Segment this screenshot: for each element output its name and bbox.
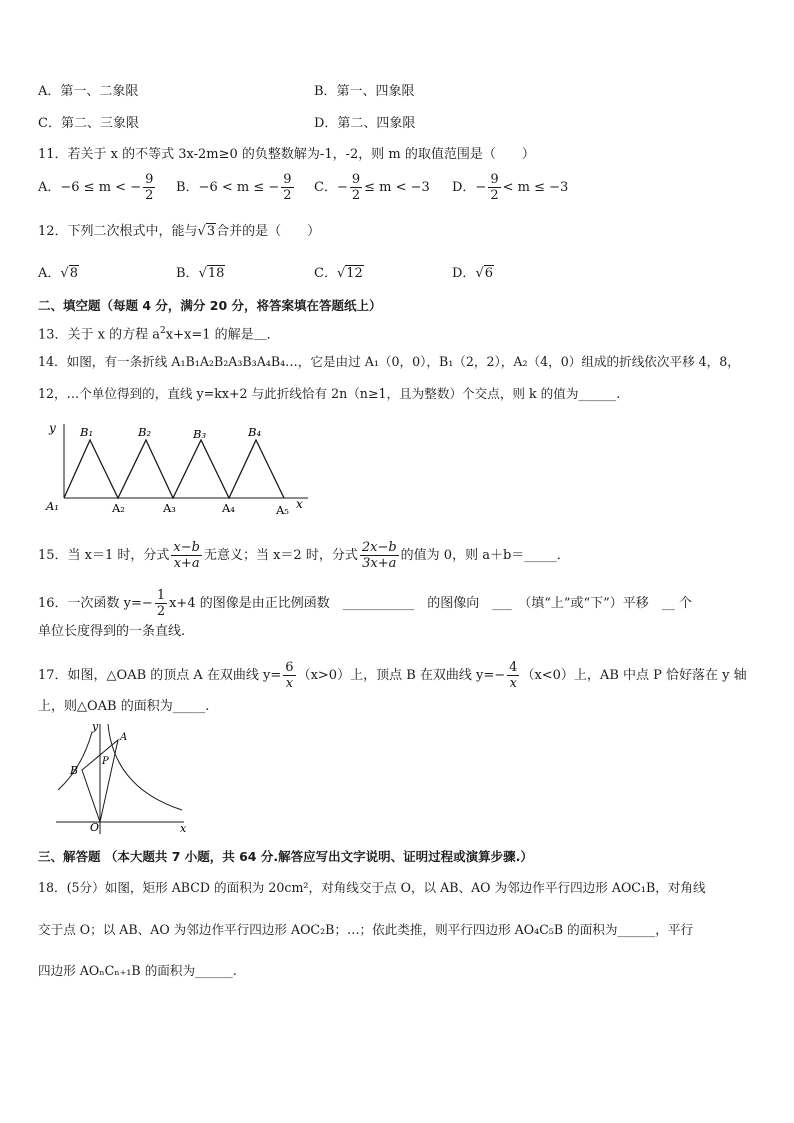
q17-stem bbox=[38, 660, 747, 691]
q11-option-a bbox=[38, 172, 157, 203]
hyperbola-left-branch bbox=[58, 732, 92, 790]
q13-pre: 13．关于 x 的方程 a bbox=[38, 327, 161, 343]
q13-superscript: 2 bbox=[160, 326, 166, 336]
label-o: O bbox=[90, 821, 100, 834]
sqrt-expression: √8 bbox=[60, 266, 78, 281]
q11-c-label: C．− bbox=[314, 180, 348, 195]
fraction-denominator: 2 bbox=[490, 188, 499, 203]
radicand: 12 bbox=[346, 266, 363, 281]
q12-stem bbox=[38, 223, 320, 241]
zigzag-polyline bbox=[64, 440, 284, 498]
fraction-denominator: 2 bbox=[351, 188, 361, 203]
label-a1: A₁ bbox=[46, 499, 59, 513]
label-a5: A₅ bbox=[276, 503, 289, 517]
q12-c-label: C． bbox=[314, 266, 337, 281]
q11-option-c bbox=[314, 172, 430, 203]
q17-hyperbola-figure bbox=[52, 718, 192, 836]
fraction-numerator: 9 bbox=[283, 172, 292, 187]
q15-mid: 无意义；当 x＝2 时，分式 bbox=[203, 548, 358, 563]
section-3-heading: 三、解答题 （本大题共 7 小题，共 64 分.解答应写出文字说明、证明过程或演算步骤.） bbox=[38, 849, 533, 864]
q14-zigzag-figure bbox=[40, 418, 320, 520]
fraction-numerator: 2x−b bbox=[361, 540, 397, 555]
q15-stem bbox=[38, 540, 570, 571]
fraction-denominator: x bbox=[285, 676, 294, 691]
label-a3: A₃ bbox=[163, 501, 176, 515]
radicand: 3 bbox=[206, 224, 216, 239]
sqrt-expression: √18 bbox=[198, 266, 225, 281]
label-b3: B₃ bbox=[193, 427, 207, 441]
q18-line-1: 18．(5分）如图，矩形 ABCD 的面积为 20cm²，对角线交于点 O，以 AB、AO 为邻边作平行四边形 AOC₁B，对角线 bbox=[38, 880, 706, 895]
q16-stem bbox=[38, 588, 692, 619]
q11-option-b bbox=[176, 172, 296, 203]
x-axis-label: x bbox=[180, 822, 187, 835]
q12-d-label: D． bbox=[452, 266, 476, 281]
label-a2: A₂ bbox=[112, 501, 125, 515]
q17-pre: 17．如图，△OAB 的顶点 A 在双曲线 y= bbox=[38, 668, 282, 683]
fraction-numerator: 1 bbox=[156, 588, 166, 603]
label-b2: B₂ bbox=[138, 425, 152, 439]
q12-stem-pre: 12．下列二次根式中，能与 bbox=[38, 224, 198, 239]
q11-c-tail: ≤ m < −3 bbox=[364, 180, 430, 195]
sqrt-expression: √3 bbox=[197, 224, 216, 239]
q12-option-b bbox=[176, 265, 225, 283]
label-b4: B₄ bbox=[248, 425, 262, 439]
q10-option-a: A．第一、二象限 bbox=[38, 84, 139, 99]
y-axis-label: y bbox=[92, 720, 99, 733]
q11-d-tail: < m ≤ −3 bbox=[502, 180, 569, 195]
q16-fraction bbox=[155, 588, 167, 619]
q12-option-d bbox=[452, 265, 494, 283]
fraction-numerator: 6 bbox=[285, 660, 294, 675]
fraction-denominator: 2 bbox=[156, 604, 166, 619]
fraction-numerator: 9 bbox=[490, 172, 499, 187]
q10-option-c: C．第二、三象限 bbox=[38, 116, 139, 131]
sqrt-expression: √12 bbox=[336, 266, 363, 281]
q17-line-2: 上，则△OAB 的面积为_____. bbox=[38, 699, 210, 714]
sqrt-expression: √6 bbox=[475, 266, 494, 281]
q11-a-label: A．−6 ≤ m < − bbox=[38, 180, 142, 195]
q12-stem-post: 合并的是（ ） bbox=[216, 224, 321, 239]
q15-fraction-2 bbox=[360, 540, 399, 571]
q12-b-label: B． bbox=[176, 266, 199, 281]
fraction-denominator: 3x+a bbox=[362, 556, 397, 571]
fraction-denominator: 2 bbox=[283, 188, 292, 203]
q16-line-2: 单位长度得到的一条直线. bbox=[38, 624, 186, 639]
q12-option-c bbox=[314, 265, 364, 283]
q18-line-3: 四边形 AOₙCₙ₊₁B 的面积为______. bbox=[38, 963, 237, 978]
fraction-denominator: 2 bbox=[145, 188, 154, 203]
radicand: 8 bbox=[69, 266, 78, 281]
q12-option-a bbox=[38, 265, 79, 283]
q15-post: 的值为 0，则 a＋b＝_____． bbox=[400, 548, 570, 563]
q13-stem bbox=[38, 322, 280, 344]
q15-fraction-1 bbox=[171, 540, 202, 571]
q14-line-2: 12，…个单位得到的，直线 y=kx+2 与此折线恰有 2n（n≥1，且为整数）个交点，则 k 的值为______. bbox=[38, 386, 621, 401]
q11-c-fraction bbox=[350, 172, 362, 203]
label-b: B bbox=[70, 764, 79, 777]
q11-stem: 11．若关于 x 的不等式 3x-2m≥0 的负整数解为-1，-2，则 m 的取值范围是（ ） bbox=[38, 147, 535, 162]
q14-line-1: 14．如图，有一条折线 A₁B₁A₂B₂A₃B₃A₄B₄…，它是由过 A₁（0，0），B₁（2，2），A₂（4，0）组成的折线依次平移 4，8， bbox=[38, 354, 740, 369]
q17-mid: （x>0）上，顶点 B 在双曲线 y=− bbox=[297, 668, 506, 683]
x-axis-label: x bbox=[296, 497, 303, 511]
q11-d-fraction bbox=[488, 172, 500, 203]
fraction-denominator: x bbox=[509, 676, 517, 691]
section-2-heading: 二、填空题（每题 4 分，满分 20 分，将答案填在答题纸上） bbox=[38, 298, 382, 313]
fraction-numerator: x−b bbox=[173, 540, 200, 555]
q11-d-label: D．− bbox=[452, 180, 487, 195]
radicand: 6 bbox=[484, 266, 494, 281]
radicand: 18 bbox=[207, 266, 225, 281]
fraction-denominator: x+a bbox=[173, 556, 200, 571]
q11-b-fraction bbox=[281, 172, 293, 203]
q10-option-d: D．第二、四象限 bbox=[314, 116, 416, 131]
q16-pre: 16．一次函数 y=− bbox=[38, 596, 153, 611]
label-b1: B₁ bbox=[80, 425, 94, 439]
q11-option-d bbox=[452, 172, 568, 203]
q17-fraction-2 bbox=[507, 660, 519, 691]
fraction-numerator: 9 bbox=[351, 172, 361, 187]
label-a4: A₄ bbox=[222, 501, 235, 515]
q10-option-b: B．第一、四象限 bbox=[314, 84, 415, 99]
q16-post: x+4 的图像是由正比例函数 ___________ 的图像向 ___ （填“上”或“下”）平移 __ 个 bbox=[169, 596, 692, 611]
label-a: A bbox=[120, 732, 128, 743]
q17-fraction-1 bbox=[283, 660, 295, 691]
q17-post: （x<0）上，AB 中点 P 恰好落在 y 轴 bbox=[521, 668, 747, 683]
q13-post: x+x=1 的解是＿． bbox=[165, 327, 280, 343]
q12-a-label: A． bbox=[38, 266, 61, 281]
q11-a-fraction bbox=[143, 172, 155, 203]
q15-pre: 15．当 x＝1 时，分式 bbox=[38, 548, 170, 563]
q18-line-2: 交于点 O；以 AB、AO 为邻边作平行四边形 AOC₂B；…；依此类推，则平行四边形 AO₄C₅B 的面积为______，平行 bbox=[38, 922, 694, 937]
y-axis-label: y bbox=[49, 421, 56, 435]
fraction-numerator: 4 bbox=[509, 660, 518, 675]
q11-b-label: B．−6 < m ≤ − bbox=[176, 180, 280, 195]
label-p: P bbox=[102, 756, 109, 767]
fraction-numerator: 9 bbox=[145, 172, 154, 187]
